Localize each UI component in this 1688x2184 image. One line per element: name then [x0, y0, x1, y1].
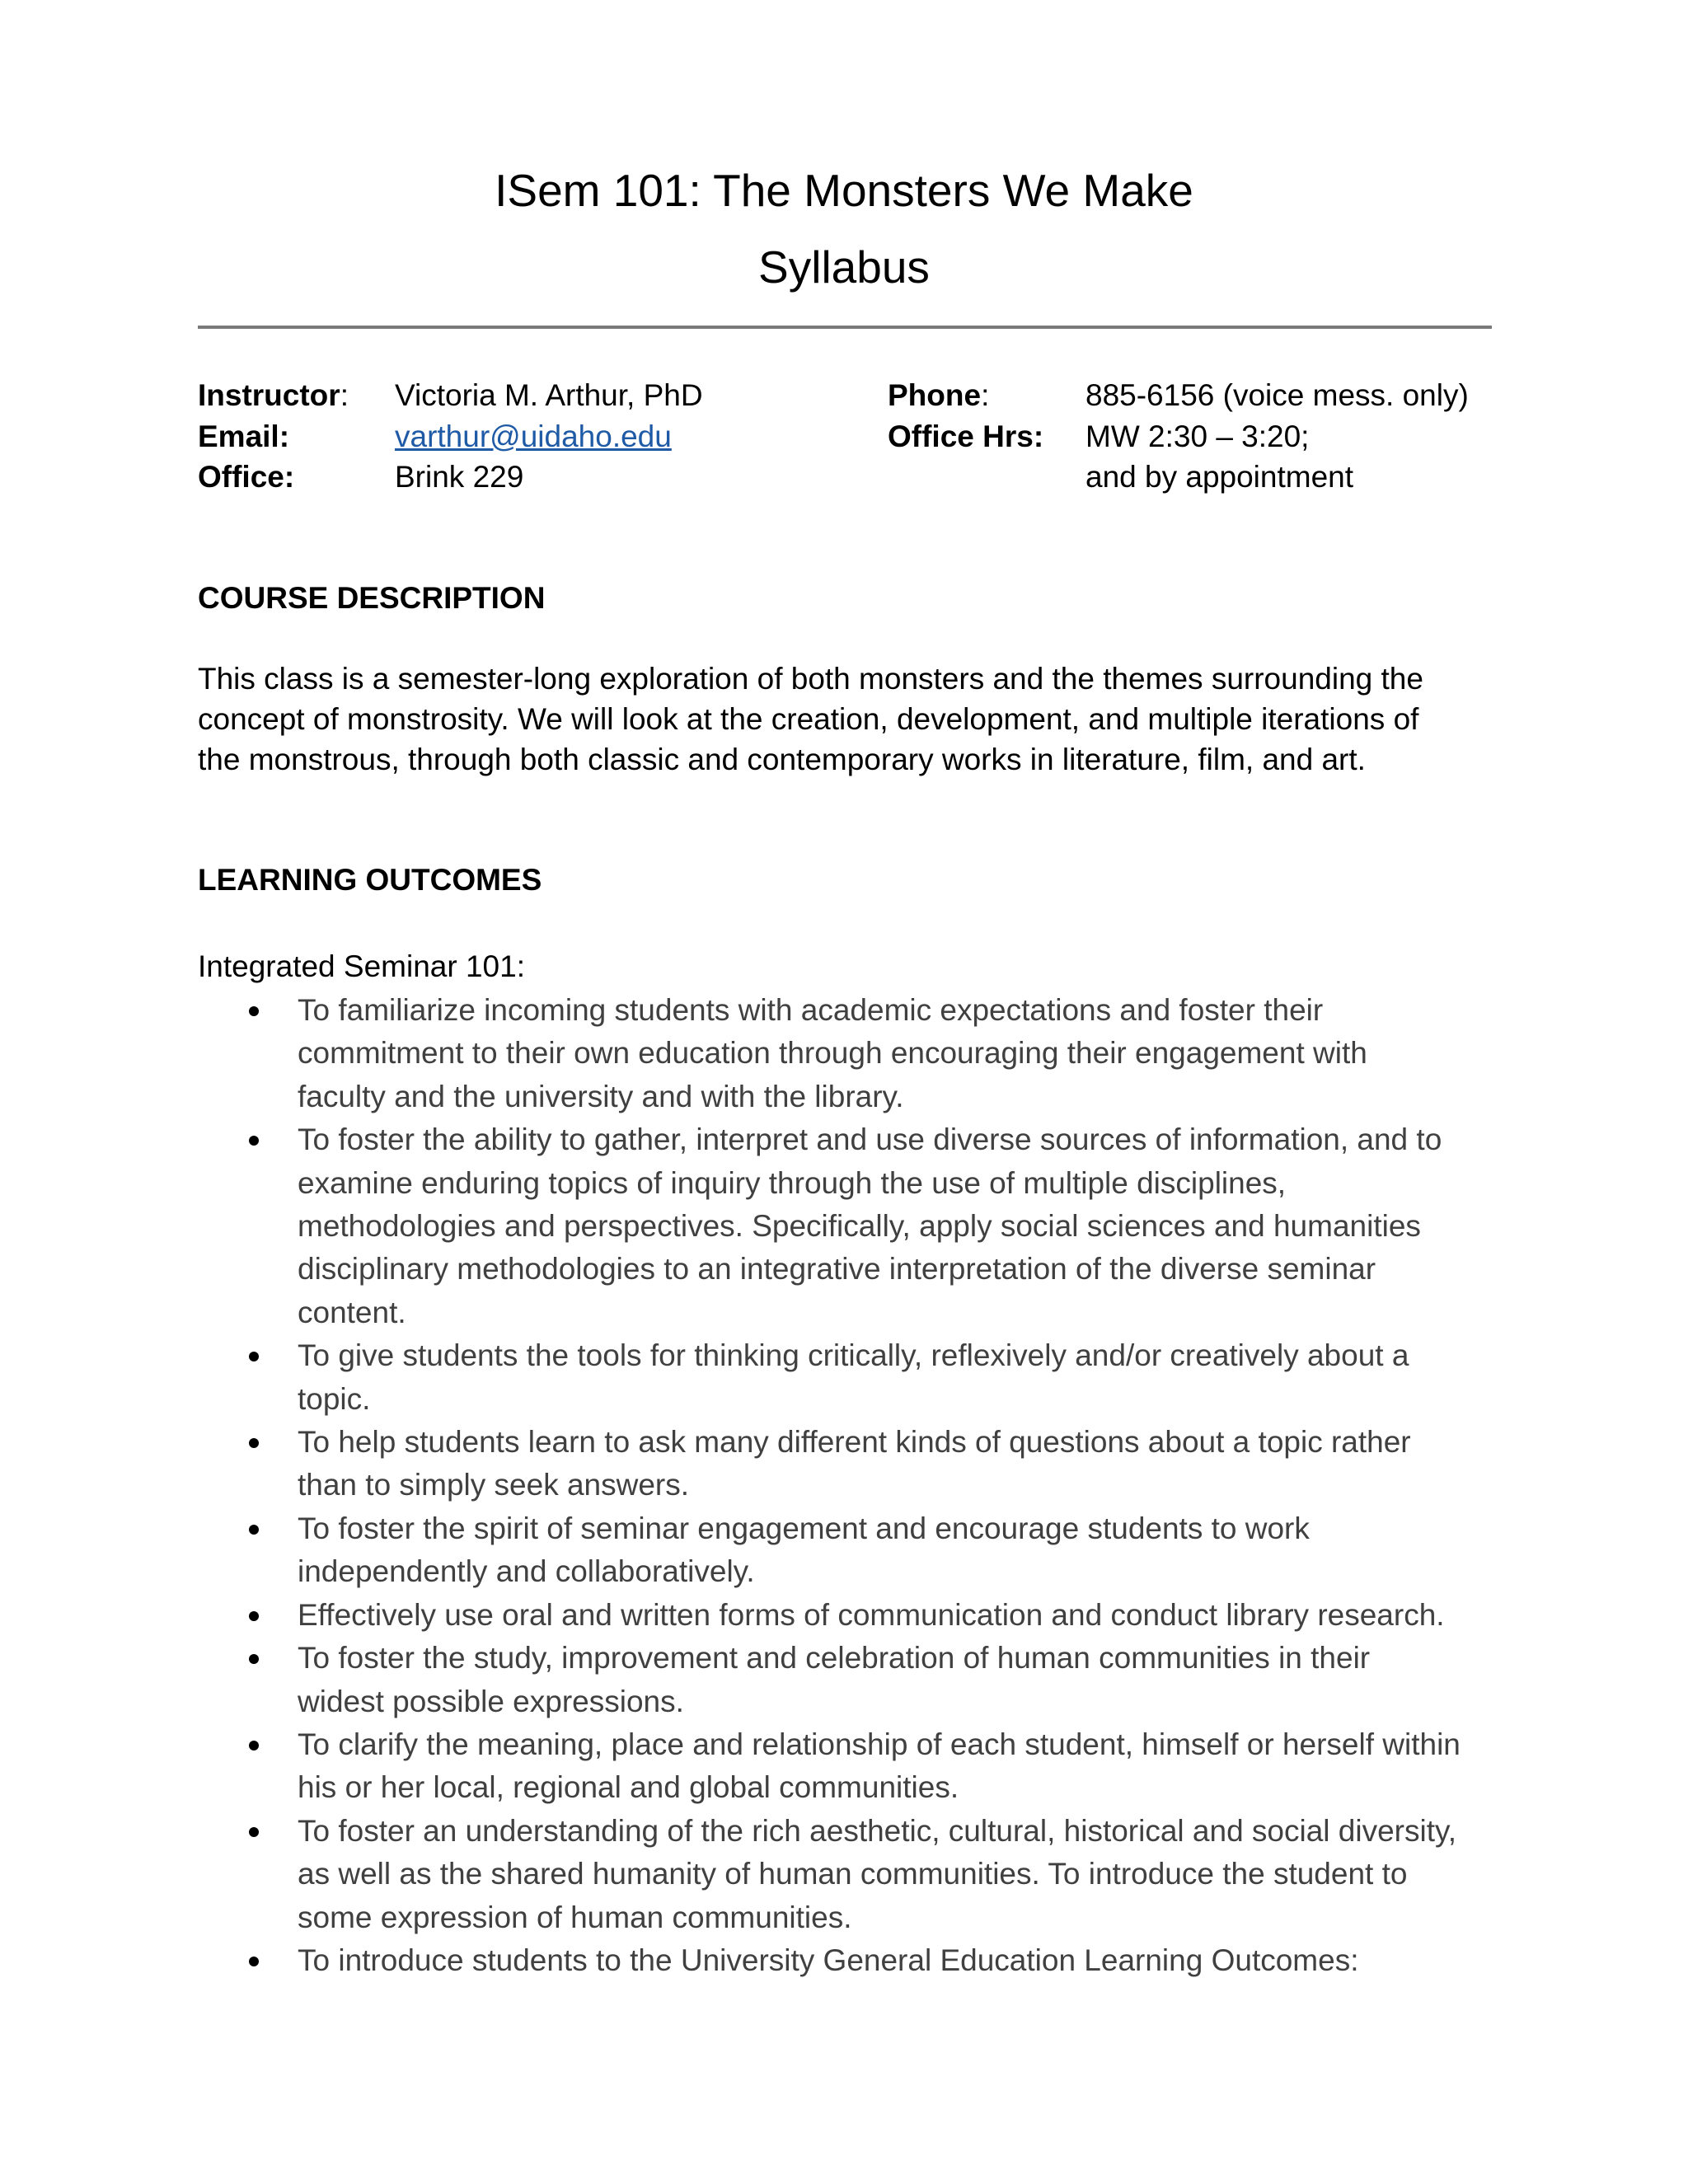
- description-line: concept of monstrosity. We will look at the creation, development, and multiple iterations of: [198, 702, 1419, 736]
- email-label: Email:: [198, 419, 290, 453]
- hours-label-wrap: [888, 416, 1043, 457]
- bullet-icon: [249, 1827, 259, 1837]
- learning-outcomes-heading: LEARNING OUTCOMES: [198, 863, 542, 897]
- list-item-line: examine enduring topics of inquiry through the use of multiple disciplines,: [298, 1165, 1287, 1200]
- list-item-line: methodologies and perspectives. Specifically, apply social sciences and humanities: [298, 1209, 1421, 1244]
- page-subtitle: Syllabus: [758, 241, 930, 293]
- instructor-value: Victoria M. Arthur, PhD: [395, 378, 703, 412]
- list-item: [198, 989, 1508, 1118]
- office-hours-value: MW 2:30 – 3:20;: [1085, 419, 1310, 453]
- list-item-line: his or her local, regional and global communities.: [298, 1770, 959, 1805]
- list-item: [198, 1637, 1508, 1723]
- instructor-label: Instructor: [198, 378, 340, 412]
- phone-label: Phone: [888, 378, 982, 412]
- list-item: [198, 1939, 1508, 1982]
- list-item: [198, 1118, 1508, 1334]
- description-line: the monstrous, through both classic and contemporary works in literature, film, and art.: [198, 743, 1366, 776]
- list-item-line: To foster the spirit of seminar engagement and encourage students to work: [298, 1511, 1310, 1545]
- list-item-line: disciplinary methodologies to an integrative interpretation of the diverse seminar: [298, 1252, 1376, 1286]
- list-item-line: To foster the ability to gather, interpret and use diverse sources of information, and to: [298, 1122, 1442, 1157]
- list-item-line: To clarify the meaning, place and relationship of each student, himself or herself within: [298, 1727, 1461, 1761]
- bullet-icon: [249, 1611, 259, 1621]
- outcomes-list: [198, 989, 1508, 1982]
- course-description-heading: COURSE DESCRIPTION: [198, 581, 546, 615]
- email-value-wrap: [395, 416, 672, 457]
- office-label: Office:: [198, 460, 295, 494]
- office-value: Brink 229: [395, 460, 524, 494]
- instructor-label-wrap: [198, 375, 349, 416]
- email-label-wrap: [198, 416, 289, 457]
- list-item-line: To give students the tools for thinking critically, reflexively and/or creatively about a: [298, 1338, 1409, 1373]
- bullet-icon: [249, 1741, 259, 1750]
- bullet-icon: [249, 1438, 259, 1448]
- list-item-line: content.: [298, 1295, 406, 1329]
- list-item: [198, 1334, 1508, 1421]
- list-item-line: To help students learn to ask many different kinds of questions about a topic rather: [298, 1425, 1411, 1460]
- instructor-label-colon: :: [340, 378, 349, 412]
- list-item-line: To foster an understanding of the rich aesthetic, cultural, historical and social diversity,: [298, 1813, 1457, 1848]
- office-hours-label: Office Hrs:: [888, 419, 1044, 453]
- phone-label-wrap: [888, 375, 989, 416]
- list-item-line: commitment to their own education through encouraging their engagement with: [298, 1036, 1367, 1071]
- list-item-line: To introduce students to the University General Education Learning Outcomes:: [298, 1943, 1359, 1977]
- list-item-line: some expression of human communities.: [298, 1900, 852, 1934]
- list-item: [198, 1421, 1508, 1507]
- bullet-icon: [249, 1957, 259, 1966]
- list-item-line: To foster the study, improvement and celebration of human communities in their: [298, 1641, 1371, 1675]
- phone-value: 885-6156 (voice mess. only): [1085, 378, 1469, 412]
- bullet-icon: [249, 1006, 259, 1016]
- list-item: [198, 1810, 1508, 1939]
- page-title: ISem 101: The Monsters We Make: [495, 165, 1193, 216]
- list-item-line: topic.: [298, 1381, 371, 1416]
- office-hours-appointment: and by appointment: [1085, 460, 1354, 494]
- list-item-line: Effectively use oral and written forms of communication and conduct library research.: [298, 1597, 1445, 1632]
- bullet-icon: [249, 1136, 259, 1146]
- phone-label-colon: :: [981, 378, 990, 412]
- outcomes-intro: Integrated Seminar 101:: [198, 949, 525, 983]
- description-line: This class is a semester-long exploration of both monsters and the themes surrounding the: [198, 662, 1423, 696]
- office-label-wrap: [198, 457, 294, 498]
- list-item-line: widest possible expressions.: [298, 1684, 684, 1718]
- bullet-icon: [249, 1525, 259, 1535]
- list-item-line: as well as the shared humanity of human communities. To introduce the student to: [298, 1857, 1408, 1891]
- list-item: [198, 1723, 1508, 1810]
- bullet-icon: [249, 1654, 259, 1664]
- list-item: [198, 1507, 1508, 1594]
- list-item-line: faculty and the university and with the library.: [298, 1079, 904, 1113]
- list-item-line: independently and collaboratively.: [298, 1554, 755, 1589]
- list-item-line: than to simply seek answers.: [298, 1468, 690, 1502]
- course-description-text: [198, 658, 1500, 780]
- header-divider: [198, 326, 1492, 329]
- list-item: [198, 1594, 1508, 1637]
- list-item-line: To familiarize incoming students with academic expectations and foster their: [298, 993, 1324, 1027]
- bullet-icon: [249, 1352, 259, 1361]
- email-link[interactable]: varthur@uidaho.edu: [395, 419, 672, 453]
